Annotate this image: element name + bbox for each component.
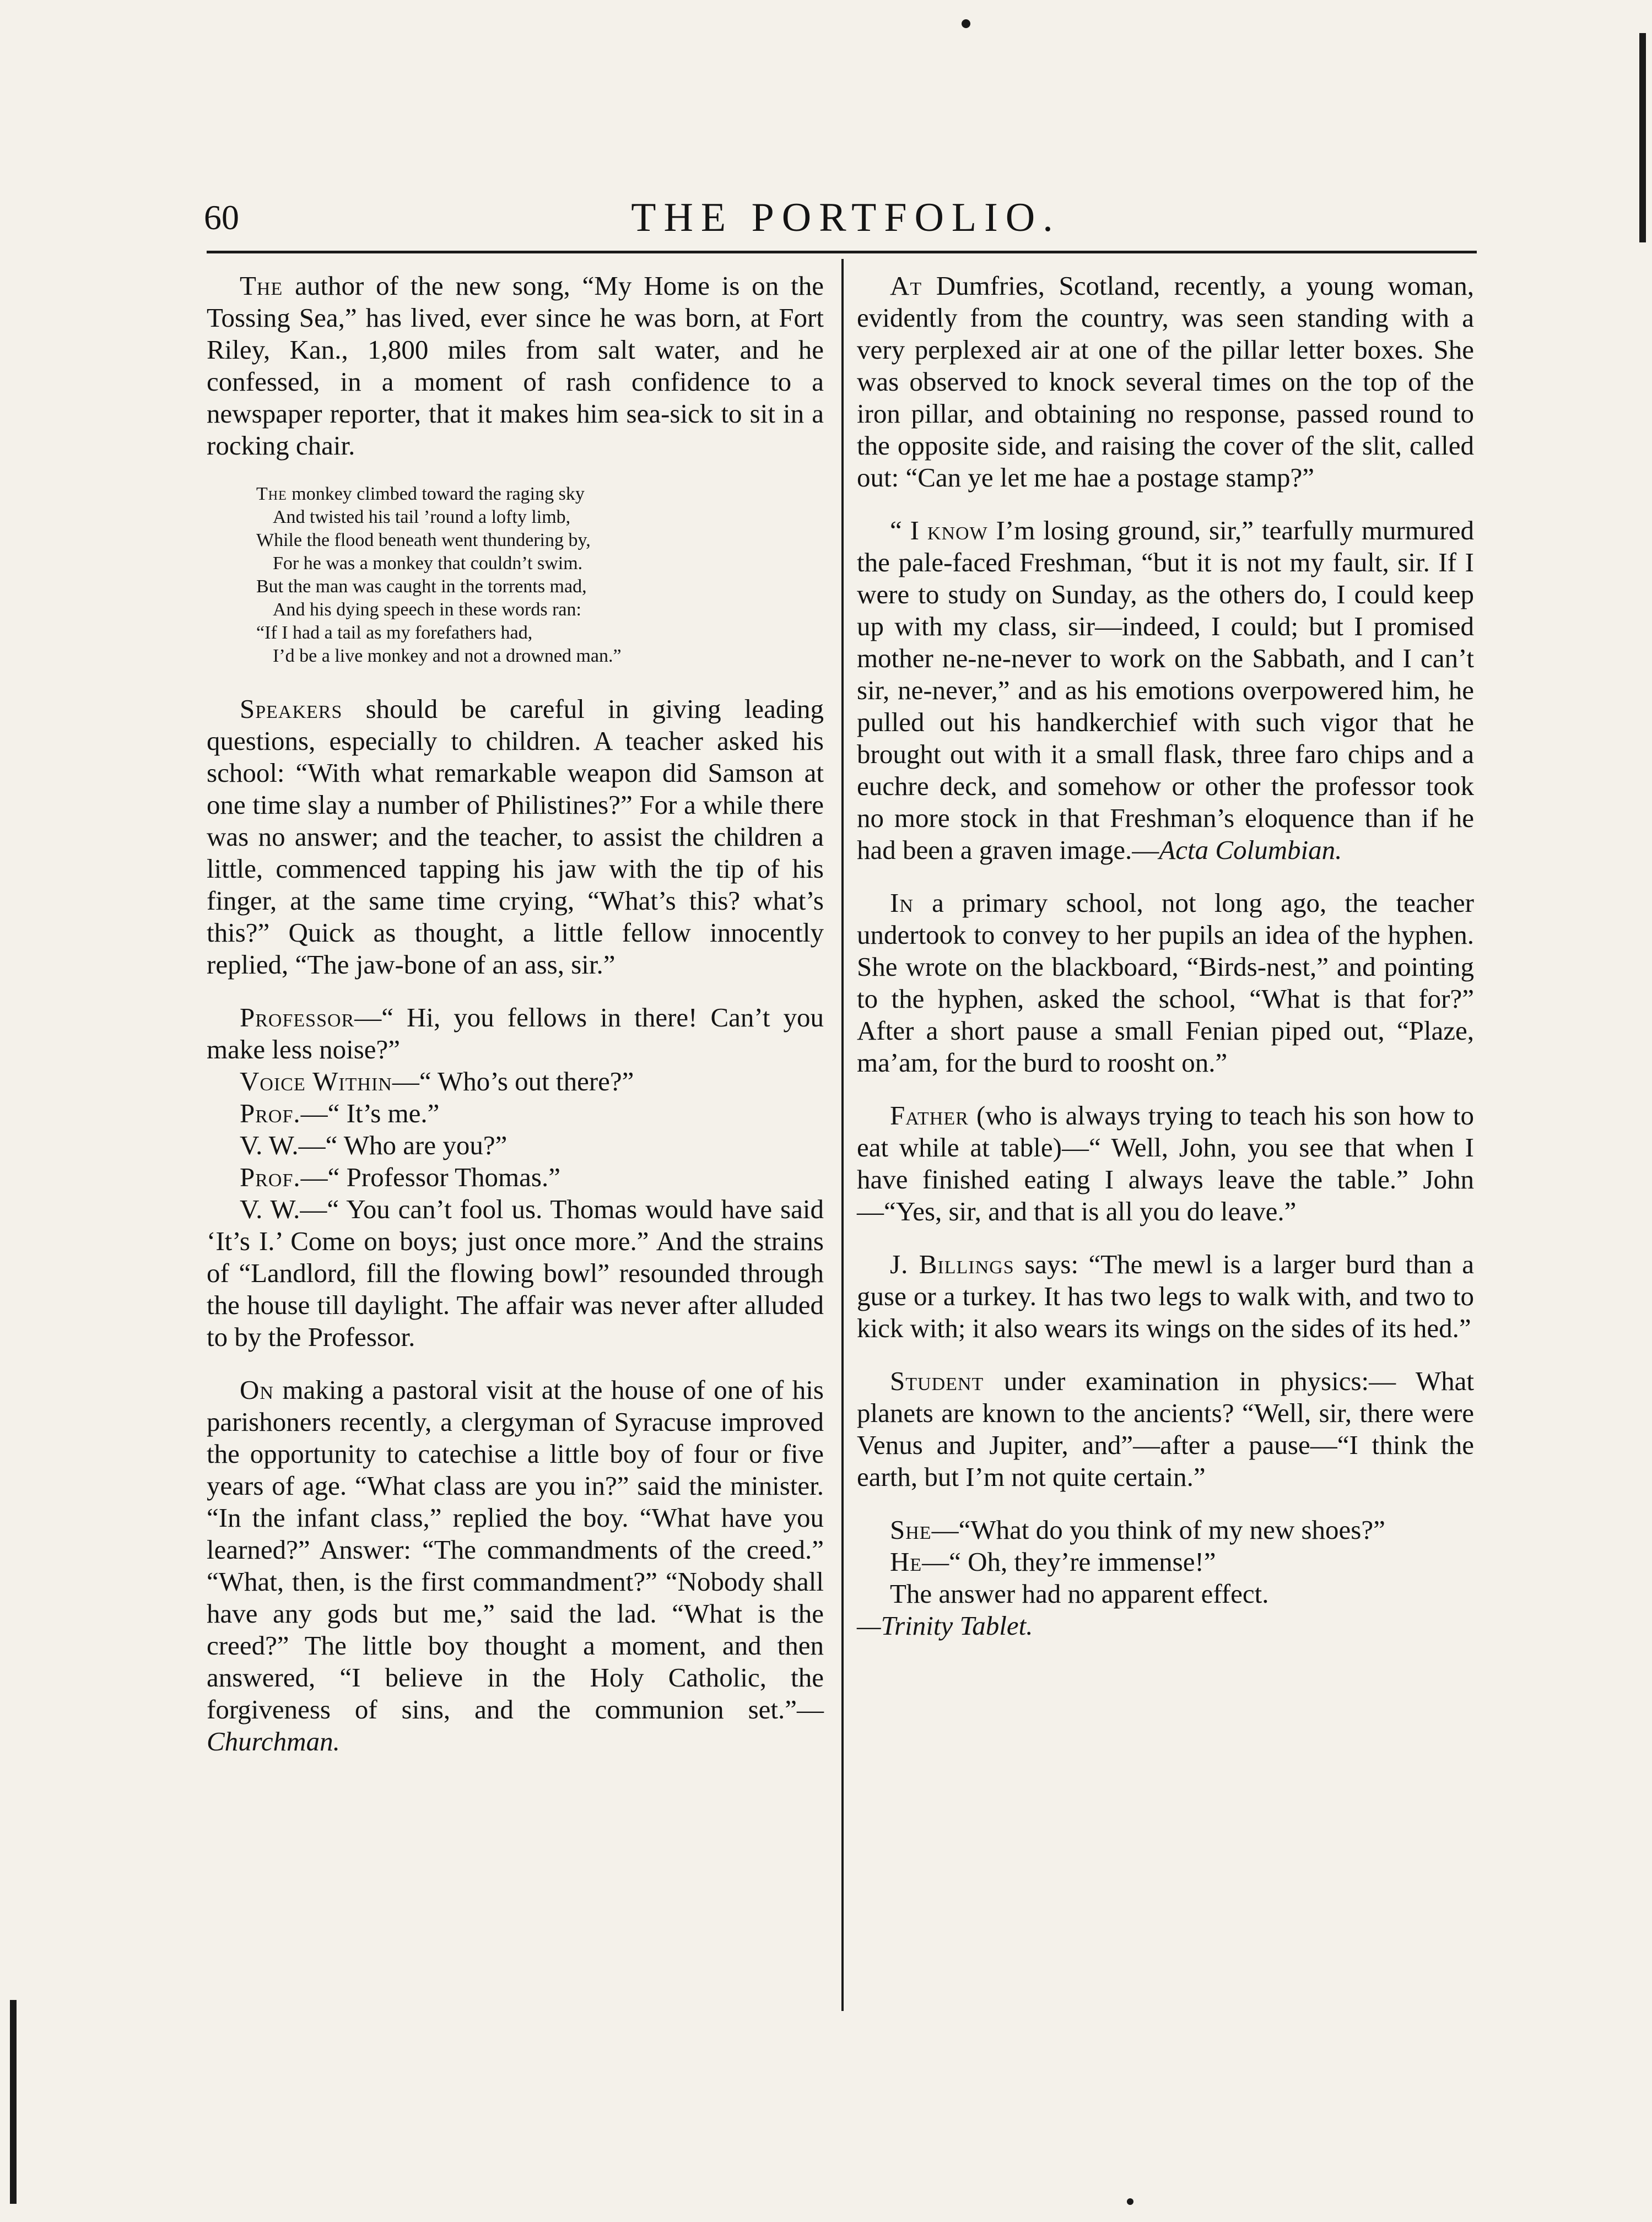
article-shoes (857, 1514, 1474, 1642)
scan-edge-mark (10, 2000, 17, 2204)
poem-line: And twisted his tail ’round a lofty limb, (273, 507, 571, 527)
running-title: THE PORTFOLIO. (631, 195, 1061, 240)
poem-line: For he was a monkey that couldn’t swim. (273, 553, 583, 574)
header-rule (207, 251, 1477, 253)
article-father: Father (who is always trying to teach his son how to eat while at table)—“ Well, John, you see that when I have finished eating I always leave the table.” John—“Yes, sir, and that is all you do leave.” (857, 1100, 1474, 1226)
poem-line: But the man was caught in the torrents mad, (256, 576, 587, 597)
article-speakers: Speakers should be careful in giving leading questions, especially to children. A teacher asked his school: “With what remarkable weapon did Samson at one time slay a number of Philistines?” For a while there was no answer; and the teacher, to assist the children a little, commenced tapping his jaw with the tip of his finger, at the same time crying, “What’s this? what’s this?” Quick as thought, a little fellow innocently replied, “The jaw-bone of an ass, sir.” (207, 694, 824, 980)
dialog-line: He—“ Oh, they’re immense!” (890, 1547, 1216, 1577)
left-column (207, 270, 824, 1758)
dialog-line: Prof.—“ It’s me.” (240, 1098, 440, 1128)
poem-line: And his dying speech in these words ran: (273, 599, 581, 620)
article-billings: J. Billings says: “The mewl is a larger burd than a guse or a turkey. It has two legs to walk with, and two to kick with; it also wears its wings on the sides of its hed.” (857, 1249, 1475, 1343)
dialog-line: She—“What do you think of my new shoes?” (890, 1515, 1385, 1545)
page-header (204, 187, 1488, 248)
source-credit: —Trinity Tablet. (857, 1610, 1033, 1641)
source-credit: Acta Columbian. (1159, 835, 1342, 865)
article-freshman: “ I know I’m losing ground, sir,” tearfully murmured the pale-faced Freshman, “but it is not my fault, sir. If I were to study on Sunday, as the others do, I could keep up with my class, sir—indeed, I could; but I promised mother ne-ne-never to work on the Sabbath, and I can’t sir, ne-never,” and as his emotions overpowered him, he pulled out his handkerchief with such vigor that he brought out with it a small flask, three faro chips and a euchre deck, and somehow or other the professor took no more stock in that Freshman’s eloquence than if he had been a graven image.—Acta Columbian. (857, 515, 1474, 865)
dialog-line: Professor—“ Hi, you fellows in there! Can’t you make less noise?” (207, 1002, 824, 1064)
dialog-line: V. W.—“ You can’t fool us. Thomas would have said ‘It’s I.’ Come on boys; just once more.” And the strains of “Landlord, fill the flowing bowl” resounded through the house till daylight. The affair was never after alluded to by the Professor. (207, 1194, 824, 1352)
dialog-line: V. W.—“ Who are you?” (240, 1130, 508, 1160)
poem-line: The monkey climbed toward the raging sky (256, 484, 585, 504)
scan-speck (1127, 2198, 1133, 2205)
source-credit: Churchman. (207, 1726, 340, 1756)
article-dumfries: At Dumfries, Scotland, recently, a young woman, evidently from the country, was seen standing with a very perplexed air at one of the pillar letter boxes. She was observed to knock several times on the top of the iron pillar, and obtaining no response, passed round to the opposite side, and raising the cover of the slit, called out: “Can ye let me hae a postage stamp?” (857, 271, 1474, 493)
poem-line: “If I had a tail as my forefathers had, (256, 623, 533, 643)
right-column (857, 270, 1474, 1642)
dialog-line: Prof.—“ Professor Thomas.” (240, 1162, 560, 1192)
scan-speck (962, 19, 970, 28)
dialog-line: The answer had no apparent effect. (890, 1578, 1269, 1609)
dialog-line: Voice Within—“ Who’s out there?” (240, 1066, 634, 1096)
article-professor-dialog (207, 1002, 824, 1353)
article-hyphen: In a primary school, not long ago, the teacher undertook to convey to her pupils an idea of the hyphen. She wrote on the blackboard, “Birds-nest,” and pointing to the hyphen, asked the school, “What is that for?” After a short pause a small Fenian piped out, “Plaze, ma’am, for the burd to roosht on.” (857, 888, 1474, 1078)
column-divider (841, 259, 844, 2011)
article-song-author: The author of the new song, “My Home is on the Tossing Sea,” has lived, ever since he was born, at Fort Riley, Kan., 1,800 miles from salt water, and he confessed, in a moment of rash confidence to a newspaper reporter, that it makes him sea-sick to sit in a rocking chair. (207, 271, 824, 461)
poem-line: I’d be a live monkey and not a drowned man.” (273, 646, 622, 666)
monkey-poem (207, 483, 824, 668)
article-student: Student under examination in physics:— What planets are known to the ancients? “Well, sir, there were Venus and Jupiter, and”—after a pause—“I think the earth, but I’m not quite certain.” (857, 1366, 1474, 1492)
article-pastoral-visit: On making a pastoral visit at the house of one of his parishoners recently, a clergyman of Syracuse improved the opportunity to catechise a little boy of four or five years of age. “What class are you in?” said the minister. “In the infant class,” replied the boy. “What have you learned?” Answer: “The commandments of the creed.” “What, then, is the first commandment?” “Nobody shall have any gods but me,” said the lad. “What is the creed?” The little boy thought a moment, and then answered, “I believe in the Holy Catholic, the forgiveness of sins, and the communion set.”—Churchman. (207, 1375, 824, 1756)
poem-line: While the flood beneath went thundering by, (256, 530, 591, 550)
scan-edge-mark (1639, 33, 1646, 242)
page-number: 60 (204, 198, 239, 237)
